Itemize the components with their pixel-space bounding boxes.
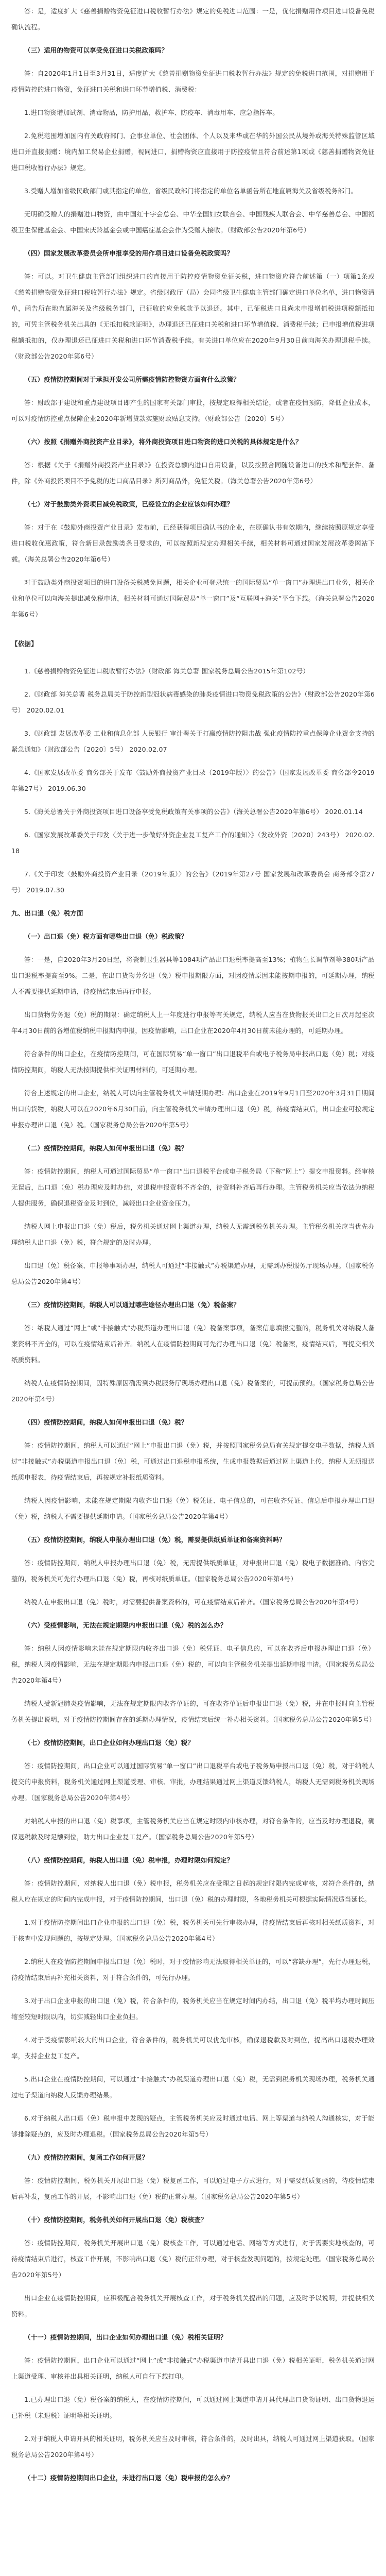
answer-paragraph: 出口退（免）税备案、申报等事项办理，纳税人可通过“非接触式”办税渠道办理，无需到办税服务厅现场办理。（国家税务总局公告2020年第4号） [11, 1262, 375, 1285]
answer-paragraph: 答：疫情防控期间，出口企业可以通过“网上”或“非接触式”办税渠道申请开具出口退（免）税相关证明，税务机关通过网上渠道受理、审核并出具相关证明，纳税人可自行下载打印。 [11, 2357, 375, 2380]
answer-paragraph: 答：一是，自2020年3月20日起，将瓷制卫生器具等1084项产品出口退税率提高至13%；植物生长调节剂等380项产品出口退税率提高至9%。二是，在出口货物劳务退（免）税申报期限方面，对因疫情原因未能按期申报的，可延期办理，纳税人不需要提供延期申请，待疫情结束后再行申报。 [11, 956, 375, 995]
reference-item: 4.《国家发展改革委 商务部关于发布〈鼓励外商投资产业目录（2019年版）〉的公告》（国家发展改革委 商务部令2019年第27号） 2019.06.30 [11, 769, 375, 792]
answer-paragraph: 符合上述规定的出口企业，纳税人可以向主管税务机关申请延期办理：出口企业在2019年9月1日至2020年3月31日期间出口的货物，纳税人可以在2020年6月30日前，向主管税务机关申请办理出口退（免）税，待疫情结束后，出口企业可按规定申报办理出口退（免）税。（国家税务总局公告2020年第5号） [11, 1089, 375, 1129]
answer-paragraph: 答：疫情防控期间，纳税人可以通过“网上”申报出口退（免）税，并按照国家税务总局有关规定提交电子数据，纳税人通过“非接触式”办税渠道申报出口退（免）税，可通过出口退税申报系统，生成申报数据后通过网上渠道上传，纳税人无须报送纸质申报表，待疫情结束后，再按规定补报纸质资料。 [11, 1442, 375, 1481]
answer-paragraph: 纳税人因疫情影响，未能在规定期限内收齐出口退（免）税凭证、电子信息的，可在收齐凭证、信息后申报办理出口退（免）税，纳税人不需要提供延期申请。（国家税务总局公告2020年第4号） [11, 1497, 375, 1520]
question-heading: （六）受疫情影响，无法在规定期限内申报出口退（免）税的怎么办？ [24, 1621, 227, 1629]
answer-paragraph: 出口货物劳务退（免）税的期限：确定纳税人上一年度进行申报等有关规定，纳税人应当在货物报关出口之日次月起至次年4月30日前的各增值税纳税申报期内申报，因疫情影响，出口企业在2020年4月30日前未能办理的，可延期办理。 [11, 1011, 375, 1035]
question-heading: （一）出口退（免）税方面有哪些出口退（免）税政策？ [24, 933, 188, 940]
answer-paragraph: 答：可以。对卫生健康主管部门组织进口的直接用于防控疫情物资免征关税，进口物资应符合前述第（一）项第1条或《慈善捐赠物资免征进口税收暂行办法》规定。省级财政厅（局）会同省级卫生健康主管部门确定进口单位名单，进口物资清单，函告所在地直属海关及省级税务部门，已征收的应免税款予以退还。其中，已征税进口且尚未申报增值税进项税额抵扣的，可凭主管税务机关出具的《无抵扣税款证明》，办理退还已征进口关税和进口环节增值税、消费税手续；已申报增值税进项税额抵扣的，仅办理退还已征进口关税和进口环节消费税手续。有关进口单位应在2020年9月30日前向海关办理退税手续。（财政部公告2020年第6号） [11, 273, 375, 360]
answer-paragraph: 2.对于纳税人申请开具的相关证明，税务机关应当及时审核，符合条件的，及时出具，纳税人可通过网上渠道获取。（国家税务总局公告2020年第4号） [11, 2435, 375, 2459]
reference-item: 7.《关于印发〈鼓励外商投资产业目录（2019年版）〉的公告》（2019年第27号 国家发展和改革委员会 商务部令第27号） 2019.07.30 [11, 870, 375, 894]
answer-paragraph: 答：自2020年1月1日至3月31日，适度扩大《慈善捐赠物资免征进口税收暂行办法》规定的免税进口范围，对捐赠用于疫情防控的进口物资，免征进口关税和进口环节增值税、消费税： [11, 70, 375, 93]
answer-paragraph: 答：疫情防控期间，纳税人可通过国际贸易“单一窗口”出口退税平台或电子税务局（下称“网上”）提交申报资料。经审核无误后，出口退（免）税办理应及时办结，对退税申报资料不齐全的，待资料补齐后再行办理。主管税务机关应当依法为纳税人提供服务，确保退税资金及时到位，减轻出口企业资金压力。 [11, 1167, 375, 1207]
reference-item: 5.《海关总署关于外商投资项目进口设备享受免税政策有关事项的公告》（海关总署公告2020年第6号） 2020.01.14 [24, 808, 363, 816]
answer-paragraph: 纳税人受新冠肺炎疫情影响，无法在规定期限内收齐单证的，可在收齐单证后申报出口退（免）税，并在申报时向主管税务机关提出说明，对于疫情防控期间存在的延期办理情况，疫情结束后统一补办相关资料。（国家税务总局公告2020年第5号） [11, 1700, 376, 1723]
question-heading: （七）对于鼓励类外资项目减免税政策，已经设立的企业应该如何办理？ [24, 500, 234, 508]
question-heading: （五）疫情防控期间对于承担开发公司所需疫情防控物资方面有什么政策？ [24, 376, 240, 383]
answer-paragraph: 纳税人网上申报出口退（免）税后，税务机关通过网上渠道办理，纳税人无需到税务机关办理。主管税务机关应当优先办理纳税人出口退（免）税，符合规定的及时办理。 [11, 1223, 375, 1246]
answer-paragraph: 6.对于纳税人出口退（免）税申报中发现的疑点，主管税务机关应及时通过电话、网上等渠道与纳税人沟通核实，对于能够排除疑点的，应及时办理退税。（国家税务总局公告2020年第5号） [11, 2114, 375, 2138]
answer-paragraph: 答：纳税人因疫情影响未能在规定期限内收齐出口退（免）税凭证、电子信息的，可以在收齐后申报办理出口退（免）税，纳税人因疫情影响，无法在规定期限内申报出口退（免）税的，可以向主管税务机关提出延期申报申请。（国家税务总局公告2020年第4号） [11, 1645, 375, 1684]
question-heading: （二）疫情防控期间，纳税人如何申报出口退（免）税？ [24, 1144, 188, 1152]
question-heading: （十一）疫情防控期间，出口企业如何办理出口退（免）税相关证明？ [24, 2333, 227, 2341]
answer-paragraph: 3.对于出口企业申报的出口退（免）税，符合条件的，税务机关应当在规定时间内办结，出口退（免）税平均办理时间压缩至较短时限以内，切实减轻出口企业负担。 [11, 1997, 375, 2021]
question-heading: （四）疫情防控期间，纳税人如何申报出口退（免）税？ [24, 1418, 188, 1426]
answer-paragraph: 无明确受赠人的捐赠进口物资，由中国红十字会总会、中华全国妇女联合会、中国残疾人联合会、中华慈善总会、中国初级卫生保健基金会、中国宋庆龄基金会或中国癌症基金会作为受赠人接收。（财政部公告2020年第6号） [11, 210, 375, 234]
question-heading: （四）国家发展改革委员会所申报享受的用作项目进口设备免税政策吗？ [24, 249, 234, 257]
question-heading: （五）疫情防控期间，纳税人申报办理出口退（免）税，需要提供纸质单证和备案资料吗？ [24, 1536, 286, 1544]
answer-paragraph: 对纳税人申报的出口退（免）税事项，主管税务机关应当在规定时限内审核办理，对符合条件的，应当及时办理退税，确保退税款及时足额到位，助力出口企业复工复产。（国家税务总局公告2020年第5号） [11, 1817, 375, 1841]
reference-item: 6.《国家发展改革委关于印发〈关于进一步做好外资企业复工复产工作的通知〉》（发改外资〔2020〕243号） 2020.02.18 [11, 831, 375, 855]
reference-item: 3.《财政部 发展改革委 工业和信息化部 人民银行 审计署关于打赢疫情防控阻击战 强化疫情防控重点保障企业资金支持的紧急通知》（财政部公告〔2020〕5号） 2020.02.07 [11, 730, 375, 753]
answer-paragraph: 答：是，适度扩大《慈善捐赠物资免征进口税收暂行办法》规定的免税进口范围：一是，优化捐赠用作项目进口设备免税确认流程。 [11, 7, 375, 31]
answer-paragraph: 1.进口物资增加试剂、消毒物品，防护用品，救护车、防疫车、消毒用车、应急指挥车。 [24, 109, 279, 116]
question-heading: （十二）疫情防控期间出口企业，未进行出口退（免）税申报的怎么办？ [24, 2474, 234, 2482]
answer-paragraph: 答：疫情防控期间，纳税人申报办理出口退（免）税，无需提供纸质单证，对申报出口退（免）税电子数据准确、内容完整的，税务机关可先行办理出口退（免）税，再核对纸质单证。（国家税务总局公告2020年第4号） [11, 1559, 375, 1583]
question-heading: （八）疫情防控期间，纳税人出口退（免）税申报，办理时限如何规定？ [24, 1856, 234, 1864]
section-heading: 九、出口退（免）税方面 [11, 909, 83, 917]
answer-paragraph: 符合条件的出口企业，在疫情防控期间，可在国际贸易“单一窗口”出口退税平台或电子税务局申报出口退（免）税；对疫情防控期间，纳税人无法按期提供相关证明材料的，可延期办理。 [11, 1050, 375, 1074]
answer-paragraph: 答：疫情防控期间，税务机关开展出口退（免）税复函工作，可以通过电子方式进行，对于需要纸质复函的，待疫情结束后再补发，复函工作的开展，不影响出口退（免）税的正常办理。（国家税务总局公告2020年第5号） [11, 2177, 375, 2200]
question-heading: （六）按照《捐赠外商投资产业目录》，将外商投资项目进口物资的进口关税的具体规定是什么？ [24, 438, 302, 446]
question-heading: （七）疫情防控期间，出口企业如何办理出口退（免）税？ [24, 1739, 195, 1747]
answer-paragraph: 答：财政部于建设和重点建设项目即产生的国家有关部门审批，按规定取得相关结论，或者在疫情预防，降低企业成本，可以对疫情防控重点保障企业2020年新增贷款实施财政贴息支持。（财政部公告〔2020〕5号） [11, 399, 375, 422]
answer-paragraph: 答：疫情防控期间，税务机关开展出口退（免）税核查工作，可以通过电话、网络等方式进行，对于需要实地核查的，可待疫情结束后进行，核查工作开展，不影响出口退（免）税的正常办理，对于核查发现问题的，按规定处理。（国家税务总局公告2020年第5号） [11, 2239, 375, 2279]
question-heading: （三）适用的物资可以享受免征进口关税政策吗？ [24, 46, 168, 54]
answer-paragraph: 2.纳税人在疫情防控期间申报出口退（免）税时，对于疫情影响无法取得相关单证的，可以“容缺办理”，先行办理退税，待疫情结束后再补充相关资料，对于符合条件的，可先行办理。 [11, 1958, 375, 1981]
question-heading: （九）疫情防控期间，复函工作如何开展？ [24, 2154, 149, 2161]
answer-paragraph: 1.已办理出口退（免）税备案的纳税人，在疫情防控期间，可以通过网上渠道申请开具代理出口货物证明、出口货物退运已补税（未退税）证明等相关证明。 [11, 2396, 375, 2419]
reference-item: 1.《慈善捐赠物资免征进口税收暂行办法》（财政部 海关总署 国家税务总局公告2015年第102号） [24, 667, 310, 675]
basis-label: 【依据】 [11, 640, 38, 648]
answer-paragraph: 答：纳税人通过“网上”或“非接触式”办税渠道办理出口退（免）税备案事项，备案信息填报完整的，税务机关对纳税人备案资料不齐全的，可以在疫情结束后补齐。纳税人在疫情防控期间可先行办理出口退（免）税备案，疫情结束后，再提交相关纸质资料。 [11, 1324, 375, 1364]
answer-paragraph: 纳税人在疫情防控期间，因特殊原因确需到办税服务厅现场办理出口退（免）税备案的，可提前预约。（国家税务总局公告2020年第4号） [11, 1379, 375, 1403]
answer-paragraph: 答：对于在《鼓励外商投资产业目录》发布前，已经获得项目确认书的企业，在原确认书有效期内，继续按照原规定享受进口税收优惠政策，符合新目录鼓励类条目要求的，可以按照新规定办理相关手续，相关材料可通过国家发展改革委网站下载。（海关总署公告2020年第6号） [11, 523, 375, 563]
answer-paragraph: 答：疫情防控期间，出口企业可以通过国际贸易“单一窗口”出口退税平台或电子税务局申报出口退（免）税，对于纳税人提交的申报资料，税务机关通过网上渠道受理、审核、审批，办理结果通过网上渠道反馈纳税人，纳税人无需到税务机关现场办理。（国家税务总局公告2020年第4号） [11, 1762, 375, 1802]
answer-paragraph: 答：根据《关于《捐赠外商投资产业目录》》在投资总额内进口自用设备，以及按照合同随设备进口的技术和配套件、备件，除《外商投资项目不予免税的进口商品目录》所列商品外，免征关税。（海关总署公告2020年第6号） [11, 461, 375, 485]
answer-paragraph: 3.受赠人增加省级民政部门或其指定的单位，省级民政部门将指定的单位名单函告所在地直属海关及省级税务部门。 [24, 187, 358, 195]
answer-paragraph: 4.对于受疫情影响较大的出口企业，符合条件的，税务机关可以优先审核，确保退税款及时到位，提高出口退税办理效率，支持企业复工复产。 [11, 2036, 375, 2060]
reference-item: 2.《财政部 海关总署 税务总局关于防控新型冠状病毒感染的肺炎疫情进口物资免税政策的公告》（财政部公告2020年第6号） 2020.02.01 [11, 690, 375, 714]
answer-paragraph: 2.免税范围增加国内有关政府部门、企事业单位、社会团体、个人以及来华或在华的外国公民从境外或海关特殊监管区域进口并直接捐赠：境内加工贸易企业捐赠，视同进口，捐赠物资应直接用于防控疫情且符合前述第1项或《慈善捐赠物资免征进口税收暂行办法》规定。 [11, 132, 375, 172]
answer-paragraph: 5.出口企业在疫情防控期间，可以通过“非接触式”办税渠道办理出口退（免）税，无需到税务机关现场办理，税务机关通过电子渠道向纳税人反馈办理结果。 [11, 2075, 375, 2099]
answer-paragraph: 出口企业在疫情防控期间，应积极配合税务机关开展核查工作，对于税务机关提出的问题，应及时予以说明，并提供相关资料。 [11, 2294, 375, 2318]
answer-paragraph: 纳税人在申报出口退（免）税时，对需要提供备案资料的，可在疫情结束后补齐。（国家税务总局公告2020年第4号） [24, 1598, 362, 1606]
question-heading: （三）疫情防控期间，纳税人可以通过哪些途径办理出口退（免）税备案？ [24, 1301, 240, 1309]
answer-paragraph: 1.对于疫情防控期间出口企业申报的出口退（免）税，税务机关可先行审核办理，待疫情结束后再核对相关纸质资料，对于核查中发现问题的，按规定处理。（国家税务总局公告2020年第4号） [11, 1919, 375, 1942]
answer-paragraph: 答：疫情防控期间，对纳税人出口退（免）税申报，税务机关应在受理之日起的规定时限内完成审核，对符合条件的，纳税人应在规定的时间内完成申报，对于疫情防控期间，出口退（免）税的办理时限，各地税务机关可根据实际情况适当延长。 [11, 1879, 375, 1903]
answer-paragraph: 对于鼓励类外商投资项目的进口设备关税减免问题，相关企业可登录统一的国际贸易“单一窗口”办理进出口业务，相关企业和单位可以向海关提出减免税申请，相关材料可通过国际贸易“单一窗口”及“互联网+海关”平台下载。（海关总署公告2020年第6号） [11, 579, 375, 618]
question-heading: （十）疫情防控期间，税务机关如何开展出口退（免）税核查？ [24, 2216, 207, 2224]
